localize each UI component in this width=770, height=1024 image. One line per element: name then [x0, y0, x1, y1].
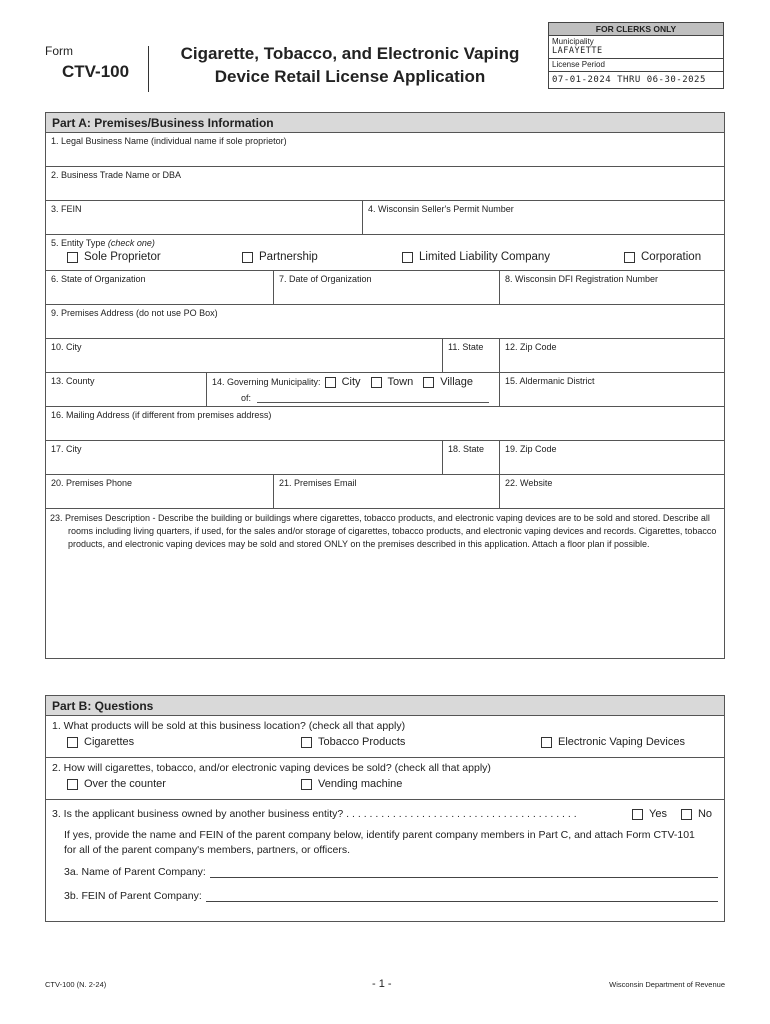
entity-corporation-checkbox[interactable]: [624, 251, 701, 263]
checkbox-box[interactable]: [624, 252, 635, 263]
question-2-text: 2. How will cigarettes, tobacco, and/or electronic vaping devices be sold? (check all that apply): [52, 762, 491, 774]
header-divider: [148, 46, 149, 92]
checkbox-box[interactable]: [371, 377, 382, 388]
checkbox-label: Yes: [649, 808, 667, 820]
business-trade-name-field[interactable]: [46, 167, 724, 200]
sold-over-counter-checkbox[interactable]: [67, 778, 301, 790]
checkbox-label: Cigarettes: [84, 736, 135, 748]
field-label: 8. Wisconsin DFI Registration Number: [505, 274, 659, 284]
page-number: - 1 -: [372, 978, 392, 990]
municipality-village-checkbox[interactable]: [423, 376, 473, 388]
field-label: 21. Premises Email: [279, 478, 357, 488]
mailing-state-field[interactable]: [443, 441, 500, 474]
field-label: 2. Business Trade Name or DBA: [51, 170, 182, 180]
municipality-cell[interactable]: [549, 36, 723, 59]
checkbox-box[interactable]: [301, 737, 312, 748]
title-line-2: Device Retail License Application: [214, 67, 486, 86]
checkbox-label: City: [341, 376, 361, 388]
governing-municipality-field: [207, 373, 500, 406]
question-1-text: 1. What products will be sold at this business location? (check all that apply): [52, 720, 406, 732]
field-label: 13. County: [51, 376, 95, 386]
premises-address-field[interactable]: [46, 305, 724, 338]
checkbox-box[interactable]: [67, 779, 78, 790]
entity-type-field: [46, 235, 724, 271]
aldermanic-district-field[interactable]: [500, 373, 724, 406]
field-label: 10. City: [51, 342, 82, 352]
municipality-label: Municipality: [552, 37, 594, 46]
q3-yes-checkbox[interactable]: [632, 808, 667, 820]
parent-fein-label: 3b. FEIN of Parent Company:: [64, 890, 202, 902]
checkbox-label: Partnership: [259, 251, 318, 263]
title-line-1: Cigarette, Tobacco, and Electronic Vaping: [180, 44, 520, 63]
field-label: 16. Mailing Address (if different from premises address): [51, 410, 272, 420]
footer-form-code: CTV-100 (N. 2-24): [45, 980, 107, 989]
product-vaping-checkbox[interactable]: [541, 736, 685, 748]
sellers-permit-field[interactable]: [363, 201, 724, 234]
premises-state-field[interactable]: [443, 339, 500, 372]
checkbox-box[interactable]: [67, 252, 78, 263]
entity-llc-checkbox[interactable]: [402, 251, 624, 263]
checkbox-box[interactable]: [632, 809, 643, 820]
entity-sole-proprietor-checkbox[interactable]: [67, 251, 242, 263]
checkbox-box[interactable]: [541, 737, 552, 748]
fein-field[interactable]: [46, 201, 363, 234]
question-1: [46, 716, 724, 757]
checkbox-label: Limited Liability Company: [419, 251, 551, 263]
municipality-town-checkbox[interactable]: [371, 376, 414, 388]
municipality-name-line[interactable]: [257, 393, 489, 403]
license-period-label-cell: [549, 59, 723, 72]
premises-description-field[interactable]: 23. Premises Description - Describe the building or buildings where cigarettes, tobacco products, and electronic vaping devices are to be sold and stored. Describe all rooms including living quarters, if used, for the sales and/or storage of cigarettes, tobacco products, and electronic vaping devices and records. Cigarettes, tobacco products, and electronic vaping devices may be sold and stored ONLY on the premises described in this application. Attach a floor plan if possible.: [50, 513, 717, 549]
dfi-registration-field[interactable]: [500, 271, 724, 304]
municipality-city-checkbox[interactable]: [325, 376, 361, 388]
part-b-section: [45, 695, 725, 922]
checkbox-box[interactable]: [301, 779, 312, 790]
field-label: 7. Date of Organization: [279, 274, 372, 284]
municipality-value: LAFAYETTE: [552, 46, 603, 56]
form-number: CTV-100: [62, 62, 130, 81]
license-period-label: License Period: [552, 60, 605, 69]
field-label: 1. Legal Business Name (individual name if sole proprietor): [51, 136, 287, 146]
parent-fein-line[interactable]: [206, 890, 718, 902]
question-3: [46, 800, 724, 921]
premises-email-field[interactable]: [274, 475, 500, 508]
mailing-city-field[interactable]: [46, 441, 443, 474]
checkbox-box[interactable]: [242, 252, 253, 263]
county-field[interactable]: [46, 373, 207, 406]
part-a-section: [45, 112, 725, 659]
clerks-only-heading: FOR CLERKS ONLY: [549, 23, 723, 36]
field-label: 12. Zip Code: [505, 342, 557, 352]
field-label: 17. City: [51, 444, 82, 454]
checkbox-label: Tobacco Products: [318, 736, 406, 748]
checkbox-label: Corporation: [641, 251, 702, 263]
field-label: 18. State: [448, 444, 485, 454]
governing-municipality-label: 14. Governing Municipality:: [212, 377, 321, 387]
question-3-text: 3. Is the applicant business owned by another business entity? . . . . . . . . . . . . . . . . . . . . . . . . . . . . . . . . . . . . . . . .: [52, 808, 577, 820]
checkbox-box[interactable]: [423, 377, 434, 388]
field-label: 22. Website: [505, 478, 553, 488]
municipality-of-label: of:: [241, 393, 252, 403]
entity-type-hint: (check one): [107, 238, 155, 248]
checkbox-box[interactable]: [681, 809, 692, 820]
field-label: 6. State of Organization: [51, 274, 146, 284]
license-period-value[interactable]: 07-01-2024 THRU 06-30-2025: [552, 75, 706, 85]
website-field[interactable]: [500, 475, 724, 508]
field-label: 19. Zip Code: [505, 444, 557, 454]
entity-type-label: 5. Entity Type: [51, 238, 106, 248]
question-2: [46, 758, 724, 799]
field-label: 20. Premises Phone: [51, 478, 133, 488]
field-label: 15. Aldermanic District: [505, 376, 595, 386]
legal-business-name-field[interactable]: [46, 133, 724, 166]
field-label: 9. Premises Address (do not use PO Box): [51, 308, 218, 318]
premises-zip-field[interactable]: [500, 339, 724, 372]
checkbox-label: Sole Proprietor: [84, 251, 161, 263]
q3-no-checkbox[interactable]: [681, 808, 712, 820]
field-label: 4. Wisconsin Seller's Permit Number: [368, 204, 514, 214]
checkbox-label: Town: [387, 376, 414, 388]
checkbox-box[interactable]: [402, 252, 413, 263]
checkbox-label: Vending machine: [318, 778, 403, 790]
parent-name-label: 3a. Name of Parent Company:: [64, 866, 206, 878]
entity-partnership-checkbox[interactable]: [242, 251, 402, 263]
premises-phone-field[interactable]: [46, 475, 274, 508]
state-of-organization-field[interactable]: [46, 271, 274, 304]
date-of-organization-field[interactable]: [274, 271, 500, 304]
premises-city-field[interactable]: [46, 339, 443, 372]
mailing-address-field[interactable]: [46, 407, 724, 440]
product-cigarettes-checkbox[interactable]: [67, 736, 301, 748]
part-a-heading: Part A: Premises/Business Information: [46, 113, 724, 133]
mailing-zip-field[interactable]: [500, 441, 724, 474]
checkbox-label: No: [697, 808, 713, 820]
checkbox-label: Over the counter: [84, 778, 166, 790]
form-label: Form: [45, 44, 73, 58]
checkbox-label: Electronic Vaping Devices: [558, 736, 685, 748]
clerks-only-box: [548, 22, 724, 89]
parent-name-line[interactable]: [210, 866, 718, 878]
part-b-heading: Part B: Questions: [46, 696, 724, 716]
sold-vending-machine-checkbox[interactable]: [301, 778, 402, 790]
checkbox-label: Village: [440, 376, 474, 388]
checkbox-box[interactable]: [325, 377, 336, 388]
field-label: 3. FEIN: [51, 204, 82, 214]
checkbox-box[interactable]: [67, 737, 78, 748]
page-title: [160, 42, 540, 88]
field-label: 11. State: [448, 342, 484, 352]
footer-agency: Wisconsin Department of Revenue: [609, 980, 725, 989]
q3-note: If yes, provide the name and FEIN of the parent company below, identify parent company members in Part C, and attach Form CTV-101 for all of the parent company's members, partners, or officers.: [64, 829, 695, 856]
product-tobacco-checkbox[interactable]: [301, 736, 541, 748]
